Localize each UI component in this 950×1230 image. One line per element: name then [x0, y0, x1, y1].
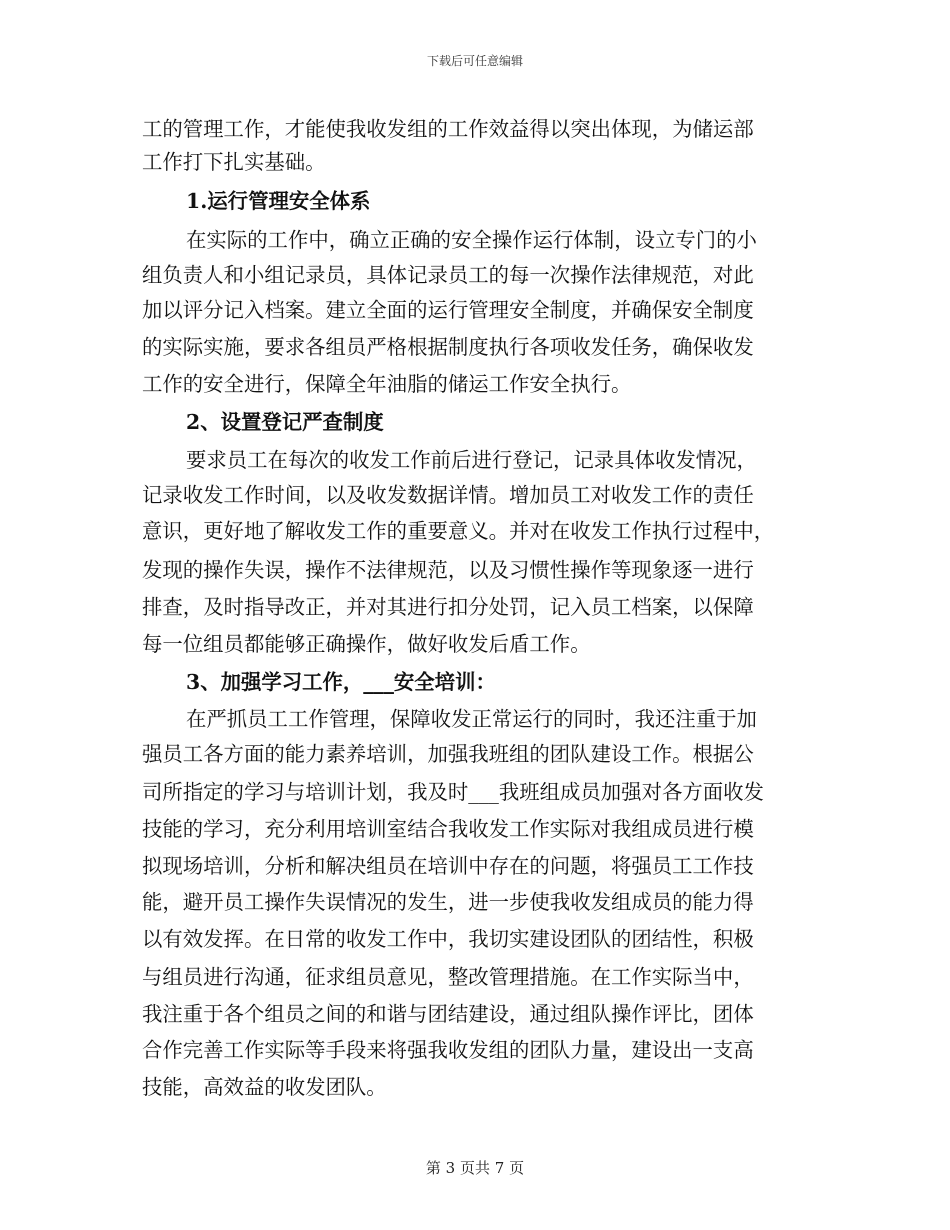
- body-line: 工的管理工作，才能使我收发组的工作效益得以突出体现，为储运部: [142, 117, 754, 141]
- body-line: 工作打下扎实基础。: [142, 150, 326, 174]
- page-header: 下载后可任意编辑: [426, 54, 523, 68]
- body-line: 与组员进行沟通，征求组员意见，整改管理措施。在工作实际当中，: [142, 965, 754, 989]
- section-heading-3: 3、加强学习工作，___安全培训：: [186, 670, 496, 694]
- paragraph-first-line: 在严抓员工工作管理，保障收发正常运行的同时，我还注重于加: [186, 707, 757, 731]
- section-heading-2: 2、设置登记严查制度: [186, 410, 384, 434]
- body-line: 排查，及时指导改正，并对其进行扣分处罚，记入员工档案，以保障: [142, 595, 754, 619]
- paragraph-first-line: 要求员工在每次的收发工作前后进行登记，记录具体收发情况，: [186, 448, 757, 472]
- body-line: 司所指定的学习与培训计划，我及时___我班组成员加强对各方面收发: [142, 780, 764, 804]
- body-line: 加以评分记入档案。建立全面的运行管理安全制度，并确保安全制度: [142, 298, 754, 322]
- body-line: 我注重于各个组员之间的和谐与团结建设，通过组队操作评比，团体: [142, 1002, 754, 1026]
- body-line: 组负责人和小组记录员，具体记录员工的每一次操作法律规范，对此: [142, 263, 754, 287]
- body-line: 技能的学习，充分利用培训室结合我收发工作实际对我组成员进行模: [142, 817, 754, 841]
- body-line: 工作的安全进行，保障全年油脂的储运工作安全执行。: [142, 372, 632, 396]
- body-line: 拟现场培训，分析和解决组员在培训中存在的问题，将强员工工作技: [142, 854, 754, 878]
- section-heading-1: 1.运行管理安全体系: [186, 189, 371, 213]
- body-line: 发现的操作失误，操作不法律规范，以及习惯性操作等现象逐一进行: [142, 558, 754, 582]
- body-line: 意识，更好地了解收发工作的重要意义。并对在收发工作执行过程中，: [142, 519, 775, 543]
- body-line: 合作完善工作实际等手段来将强我收发组的团队力量，建设出一支高: [142, 1038, 754, 1062]
- body-line: 每一位组员都能够正确操作，做好收发后盾工作。: [142, 632, 591, 656]
- body-line: 强员工各方面的能力素养培训，加强我班组的团队建设工作。根据公: [142, 742, 754, 766]
- body-line: 技能，高效益的收发团队。: [142, 1075, 387, 1099]
- paragraph-first-line: 在实际的工作中，确立正确的安全操作运行体制，设立专门的小: [186, 228, 757, 252]
- body-line: 的实际实施，要求各组员严格根据制度执行各项收发任务，确保收发: [142, 335, 754, 359]
- body-line: 记录收发工作时间，以及收发数据详情。增加员工对收发工作的责任: [142, 483, 754, 507]
- body-line: 以有效发挥。在日常的收发工作中，我切实建设团队的团结性，积极: [142, 927, 754, 951]
- page-footer: 第 3 页共 7 页: [425, 1159, 525, 1177]
- body-line: 能，避开员工操作失误情况的发生，进一步使我收发组成员的能力得: [142, 890, 754, 914]
